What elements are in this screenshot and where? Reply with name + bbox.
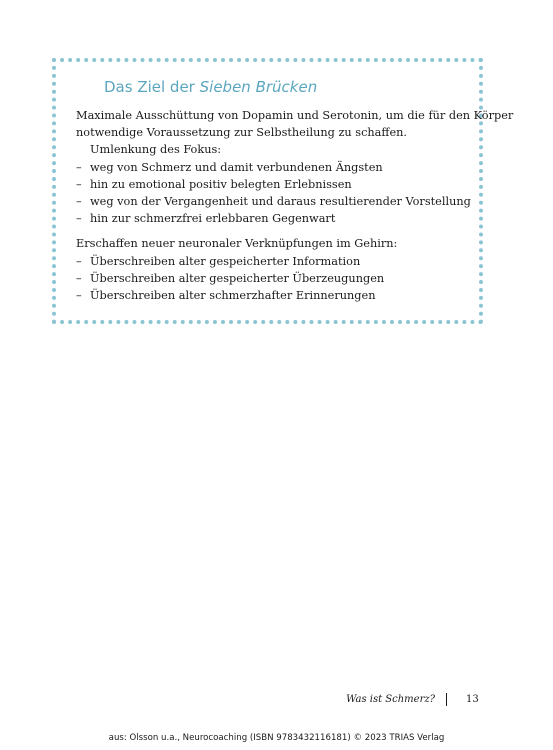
- box-title: [104, 78, 317, 96]
- running-head: [0, 694, 553, 708]
- box-title-plain: Das Ziel der: [104, 78, 200, 96]
- neuro-item: Überschreiben alter gespeicherter Information: [90, 255, 361, 268]
- list-dash: –: [76, 272, 82, 285]
- neuro-heading: Erschaffen neuer neuronaler Verknüpfungen im Gehirn:: [76, 237, 398, 250]
- list-dash: –: [76, 255, 82, 268]
- neuro-item: Überschreiben alter gespeicherter Überzeugungen: [90, 272, 385, 285]
- source-footer: aus: Olsson u.a., Neurocoaching (ISBN 9783432116181) © 2023 TRIAS Verlag: [108, 733, 445, 743]
- intro-line-2: notwendige Voraussetzung zur Selbstheilung zu schaffen.: [76, 126, 407, 139]
- focus-heading: Umlenkung des Fokus:: [90, 143, 222, 156]
- box-title-italic: Sieben Brücken: [199, 78, 318, 96]
- focus-item: weg von Schmerz und damit verbundenen Ängsten: [90, 161, 383, 174]
- page-number: 13: [466, 694, 479, 705]
- list-dash: –: [76, 161, 82, 174]
- list-dash: –: [76, 195, 82, 208]
- list-dash: –: [76, 289, 82, 302]
- intro-line-1: Maximale Ausschüttung von Dopamin und Serotonin, um die für den Körper: [76, 109, 514, 122]
- running-head-title: Was ist Schmerz?: [346, 694, 435, 705]
- neuro-item: Überschreiben alter schmerzhafter Erinnerungen: [90, 289, 376, 302]
- list-dash: –: [76, 212, 82, 225]
- focus-item: hin zu emotional positiv belegten Erlebnissen: [90, 178, 352, 191]
- running-head-separator: [446, 693, 447, 706]
- list-dash: –: [76, 178, 82, 191]
- focus-item: hin zur schmerzfrei erlebbaren Gegenwart: [90, 212, 336, 225]
- focus-item: weg von der Vergangenheit und daraus resultierender Vorstellung: [90, 195, 471, 208]
